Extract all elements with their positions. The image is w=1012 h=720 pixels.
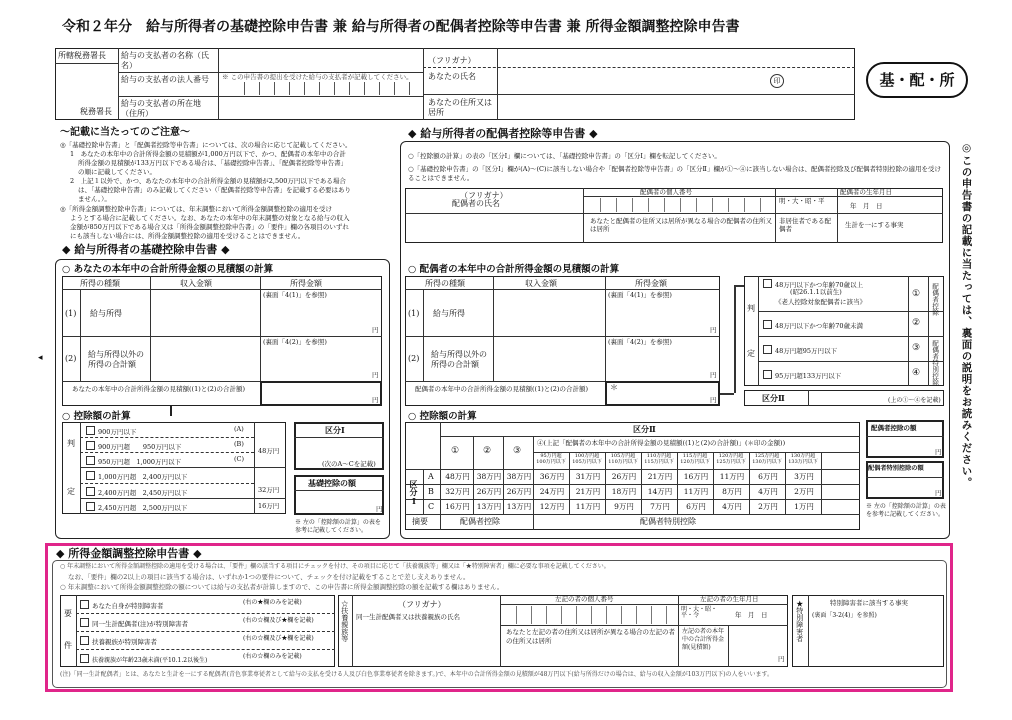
spouse-option-2-no: ② <box>912 318 921 328</box>
spouse-deduction-cell: 13万円 <box>476 502 502 511</box>
spouse-deduction-cell: 21万円 <box>647 472 673 481</box>
basic-col-type: 所得の種類 <box>80 279 120 288</box>
payer-number-boxes[interactable] <box>230 82 420 95</box>
adjust-footnote: (注)「同一生計配偶者」とは、あなたと生計を一にする配偶者(青色事業専従者として給与の支払を受ける人及び白色事業専従者を除きます。)で、本年中の合計所得金額の見積額が48万円以下(給与所得だけの場合は、給与の収入金額が103万円以下)の人をいいます。 <box>60 671 774 678</box>
spouse-furigana: （フリガナ） <box>460 191 508 200</box>
basic-row-4[interactable]: 2,400万円超 2,450万円以下 <box>86 487 187 497</box>
spouse-deduction-cell: 7万円 <box>650 502 670 511</box>
basic-col-income: 収入金額 <box>180 279 212 288</box>
basic-heading: ◆ 給与所得者の基礎控除申告書 ◆ <box>62 243 230 256</box>
spouse-row1-income-field[interactable] <box>494 290 604 335</box>
spouse-deduction-cell: 13万円 <box>506 502 532 511</box>
spouse-deduction-cell: 38万円 <box>476 472 502 481</box>
your-name-label: あなたの氏名 <box>428 72 476 81</box>
spouse-col-income: 収入金額 <box>525 279 557 288</box>
adjust-income-label: 左記の者の本年中の合計所得金額(見積額) <box>682 628 725 651</box>
spouse-total-label: 配偶者の本年中の合計所得金額の見積額((1)と(2)の合計額) <box>415 385 588 393</box>
adjust-req-row-0[interactable]: あなた自身が特別障害者 <box>80 600 164 610</box>
payer-number-note: ※ この申告書の提出を受けた給与の支払者が記載してください。 <box>222 73 413 81</box>
note-line: の順に記載してください。 <box>78 168 156 176</box>
yen-mark: 円 <box>935 489 942 497</box>
spouse-range-label: 125万円超 130万円以下 <box>752 453 782 465</box>
spouse-same-living: 生計を一にする事実 <box>845 221 904 229</box>
basic-row-1-mark: (B) <box>234 440 244 448</box>
spouse-number-boxes[interactable] <box>585 198 773 212</box>
spouse-summary-left: 配偶者控除 <box>460 517 500 526</box>
spouse-deduction-cell: 26万円 <box>506 487 532 496</box>
left-marker-icon: ◂ <box>38 353 43 363</box>
yen-mark: 円 <box>710 396 717 404</box>
side-notice: ◎この申告書の記載に当たっては、裏面の説明をお読みください。 <box>960 142 973 489</box>
basic-deduction-16: 16万円 <box>258 502 280 510</box>
basic-row1-amount-field[interactable] <box>261 300 381 335</box>
adjust-ymd: 年 月 日 <box>735 611 768 619</box>
spouse-deduction-cell: 14万円 <box>647 487 673 496</box>
spouse-deduction-cell: 21万円 <box>575 487 601 496</box>
spouse-range-label: 120万円超 125万円以下 <box>716 453 746 465</box>
spouse-option-1[interactable]: 48万円以下かつ年齢70歳以上 <box>763 279 863 289</box>
spouse-row2-amount-field[interactable] <box>606 347 719 380</box>
spouse-deduction-cell: 36万円 <box>539 472 565 481</box>
note-line: にも該当しない場合には、所得金額調整控除の適用を受けることはできません。 <box>70 232 305 240</box>
seal-mark: 印 <box>770 74 784 88</box>
spouse-row-key: A <box>428 472 434 481</box>
spouse-deduction-cell: 11万円 <box>719 472 745 481</box>
spouse-range-label: 115万円超 120万円以下 <box>680 453 710 465</box>
spouse-deduction-cell: 48万円 <box>445 472 470 481</box>
spouse-sub2: ○ 控除額の計算 <box>408 411 477 422</box>
flow-arrow <box>170 406 172 416</box>
spouse-summary-right: 配偶者特別控除 <box>640 517 696 526</box>
spouse-note1: ○「控除額の計算」の表の「区分Ⅰ」欄については、「基礎控除申告書」の「区分Ⅰ」欄を転記してください。 <box>408 152 721 160</box>
spouse-option-1-sub2: 《老人控除対象配偶者に該当》 <box>775 298 866 306</box>
spouse-address-label: あなたと配偶者の住所又は居所が異なる場合の配偶者の住所又は居所 <box>590 217 772 234</box>
spouse-option-1-sub: (昭26.1.1以前生) <box>790 288 842 296</box>
basic-sub2: ○ 控除額の計算 <box>62 411 131 422</box>
basic-row1-label: 給与所得 <box>90 309 122 318</box>
yen-mark: 円 <box>376 505 383 513</box>
spouse-nonresident-label: 非居住者である配偶者 <box>779 217 831 234</box>
your-name-field[interactable] <box>498 68 854 93</box>
spouse-col-amount: 所得金額 <box>635 279 667 288</box>
kubun2-note: (上の①～④を記載) <box>888 397 941 404</box>
note-line: 所得金額の見積額が133万円以下である場合は、「基礎控除申告書」、「配偶者控除等申告書」 <box>78 159 348 167</box>
adjust-name-label: 同一生計配偶者又は扶養親族の氏名 <box>356 613 460 621</box>
adjust-number-label: 左記の者の個人番号 <box>555 595 614 603</box>
yen-mark: 円 <box>778 655 785 663</box>
spouse-col-4: ④(上記「配偶者の本年中の合計所得金額の見積額((1)と(2)の合計額)」(＊印の金額)) <box>537 439 786 447</box>
spouse-deduction-side: 配偶者控除 <box>931 283 940 316</box>
spouse-option-4-no: ④ <box>912 368 921 378</box>
spouse-deduction-cell: 38万円 <box>506 472 532 481</box>
spouse-deduction-amount-label: 配偶者控除の額 <box>871 424 917 432</box>
basic-deduction-table <box>62 422 286 514</box>
basic-row-1[interactable]: 900万円超 950万円以下 <box>86 441 181 451</box>
spouse-deduction-cell: 2万円 <box>758 502 778 511</box>
spouse-deduction-cell: 16万円 <box>683 472 709 481</box>
spouse-col-1: ① <box>451 446 460 456</box>
basic-row1-no: (1) <box>65 309 77 318</box>
adjust-note3: ○ 年末調整において所得金額調整控除の額については給与の支払者が計算しますので、この申告書に所得金額調整控除の額を記載する欄はありません。 <box>60 583 504 591</box>
form-title: 令和２年分 給与所得者の基礎控除申告書 兼 給与所得者の配偶者控除等申告書 兼 所得金額調整控除申告書 <box>62 19 740 35</box>
spouse-deduction-cell: 4万円 <box>722 502 742 511</box>
adjust-req-row-1[interactable]: 同一生計配偶者(注)が特別障害者 <box>80 618 188 628</box>
spouse-option-1-no: ① <box>912 289 921 299</box>
basic-total-label: あなたの本年中の合計所得金額の見積額((1)と(2)の合計額) <box>72 385 245 393</box>
payer-name-label: 給与の支払者の名称（氏名） <box>121 51 209 70</box>
spouse-deduction-cell: 4万円 <box>758 487 778 496</box>
spouse-option-4[interactable]: 95万円超133万円以下 <box>763 370 841 380</box>
spouse-deduction-cell: 8万円 <box>722 487 742 496</box>
basic-total-field[interactable] <box>260 381 382 406</box>
note-line: ◎「所得金額調整控除申告書」については、年末調整において所得金額調整控除の適用を受け <box>60 205 333 213</box>
yen-mark: 円 <box>935 448 942 456</box>
note-line: ません。）。 <box>78 195 111 203</box>
adjust-special-field[interactable] <box>809 622 943 666</box>
kubun2-label: 区分Ⅱ <box>762 393 785 403</box>
payer-address-field[interactable] <box>219 97 422 119</box>
note-line: ようとする場合に記載してください。なお、あなたの本年中の年末調整の対象となる給与の収入 <box>70 214 350 222</box>
basic-sub1: ○ あなたの本年中の合計所得金額の見積額の計算 <box>62 264 274 275</box>
spouse-deduction-cell: 18万円 <box>611 487 637 496</box>
spouse-heading: ◆ 給与所得者の配偶者控除等申告書 ◆ <box>408 127 598 140</box>
spouse-deduction-cell: 2万円 <box>794 487 814 496</box>
note-line: 金額が850万円以下である場合又は「所得金額調整控除申告書」の「要件」欄の各項目のいずれ <box>70 223 349 231</box>
kubun1-label: 区分Ⅰ <box>325 425 345 435</box>
adjust-special-ref: (裏面「3-2(4)」を参照) <box>812 612 877 619</box>
spouse-deduction-cell: 31万円 <box>575 472 601 481</box>
spouse-deduction-cell: 24万円 <box>539 487 565 496</box>
adjust-special-label: ★特別障害者 <box>795 600 804 642</box>
spouse-range-label: 130万円超 133万円以下 <box>788 453 818 465</box>
adjust-addr-label: あなたと左記の者の住所又は居所が異なる場合の左記の者の住所又は居所 <box>506 628 675 645</box>
spouse-range-label: 105万円超 110万円以下 <box>608 453 638 465</box>
payer-number-label: 給与の支払者の法人番号 <box>121 75 209 84</box>
adjust-birth-label: 左記の者の生年月日 <box>700 595 759 603</box>
spouse-range-label: 110万円超 115万円以下 <box>644 453 674 465</box>
adjust-number-boxes[interactable] <box>502 606 677 624</box>
adjust-heading: ◆ 所得金額調整控除申告書 ◆ <box>56 547 202 560</box>
tax-office-suffix: 税務署長 <box>80 107 112 116</box>
spouse-deduction-cell: 9万円 <box>614 502 634 511</box>
basic-row-0[interactable]: 900万円以下 <box>86 426 136 436</box>
adjust-req-row-3[interactable]: 扶養親族が年齢23歳未満(平10.1.2以後生) <box>80 654 207 664</box>
basic-bottom-note: ※ 左の「控除額の計算」の表を参考に記載してください。 <box>295 519 381 534</box>
note-line: は、「基礎控除申告書」のみ記載してください（「配偶者控除等申告書」を記載する必要はあり <box>78 186 351 194</box>
header-furigana-label: （フリガナ） <box>428 56 476 65</box>
basic-row2-no: (2) <box>65 354 77 363</box>
spouse-special-amount-label: 配偶者特別控除の額 <box>868 465 924 472</box>
spouse-deduction-cell: 1万円 <box>794 502 814 511</box>
spouse-range-label: 95万円超 100万円以下 <box>536 453 566 465</box>
spouse-deduction-cell: 32万円 <box>445 487 470 496</box>
spouse-option-3[interactable]: 48万円超95万円以下 <box>763 345 837 355</box>
spouse-sub1: ○ 配偶者の本年中の合計所得金額の見積額の計算 <box>408 264 620 275</box>
your-address-label: あなたの住所又は居所 <box>428 98 492 118</box>
basic-row-2-mark: (C) <box>234 455 245 463</box>
spouse-row1-no: (1) <box>408 309 420 318</box>
spouse-row2-ref: (裏面「4(2)」を参照) <box>608 338 672 346</box>
spouse-col-2: ② <box>483 446 492 456</box>
spouse-summary-label: 摘要 <box>412 517 428 526</box>
note-line: 1 あなたの本年中の合計所得金額の見積額が1,000万円以下で、かつ、配偶者の本年中の合計 <box>70 150 346 158</box>
spouse-ymd: 年 月 日 <box>850 202 883 210</box>
spouse-col-type: 所得の種類 <box>425 279 465 288</box>
basic-row1-ref: (裏面「4(1)」を参照) <box>263 291 327 299</box>
spouse-deduction-cell: 16万円 <box>445 502 470 511</box>
basic-row-3[interactable]: 1,000万円超 2,400万円以下 <box>86 471 187 481</box>
spouse-deduction-cell: 26万円 <box>476 487 502 496</box>
spouse-row1-amount-field[interactable] <box>606 300 719 335</box>
adjust-req-row-2-right: (右の☆欄及び★欄を記載) <box>243 635 314 642</box>
yen-mark: 円 <box>372 396 379 404</box>
adjust-note1: ○ 年末調整において所得金額調整控除の適用を受ける場合は、「要件」欄の該当する項目にチェックを付け、その項目に応じて「扶養親族等」欄又は「★特別障害者」欄に必要な事項を記載してください。 <box>60 563 610 570</box>
yen-mark: 円 <box>710 326 717 334</box>
basic-row2-amount-field[interactable] <box>261 347 381 380</box>
spouse-range-label: 100万円超 105万円以下 <box>572 453 602 465</box>
spouse-row-key: B <box>428 487 434 496</box>
basic-deduction-32: 32万円 <box>258 486 280 494</box>
tax-office-head-label: 所轄税務署長 <box>58 51 106 60</box>
notes-heading: ～記載に当たってのご注意～ <box>60 127 190 138</box>
spouse-row1-label: 給与所得 <box>433 309 465 318</box>
kubun1-note: (次のA～Cを記載) <box>322 460 376 468</box>
your-address-field[interactable] <box>498 95 854 119</box>
basic-col-amount: 所得金額 <box>290 279 322 288</box>
spouse-judge-2: 定 <box>747 349 755 358</box>
adjust-req-row-3-right: (右の☆欄のみを記載) <box>243 653 302 660</box>
note-line: 2 上記１以外で、かつ、あなたの本年中の合計所得金額の見積額が2,500万円以下である場合 <box>70 177 346 185</box>
spouse-deduction-cell: 26万円 <box>611 472 637 481</box>
spouse-era: 明・大・昭・平 <box>779 197 825 205</box>
adjust-furigana: （フリガナ） <box>398 600 446 609</box>
spouse-note2: ○「基礎控除申告書」の「区分Ⅰ」欄が(A)～(C)に該当しない場合や「配偶者控除等申告書」の「区分Ⅱ」欄が①～④に該当しない場合は、配偶者控除及び配偶者特別控除の適用を受けることはできません。 <box>408 165 941 182</box>
spouse-deduction-rows <box>423 469 860 514</box>
basic-judge-1: 判 <box>67 439 75 448</box>
spouse-range-header <box>533 453 860 469</box>
spouse-name-label: 配偶者の氏名 <box>452 199 500 208</box>
spouse-kubun1-label: 区分Ⅰ <box>409 480 419 506</box>
adjust-req-row-2[interactable]: 扶養親族が特別障害者 <box>80 636 157 646</box>
adjust-req-row-0-right: (右の★欄のみを記載) <box>243 599 302 606</box>
payer-address-label: 給与の支払者の所在地（住所） <box>121 99 201 118</box>
basic-judge-2: 定 <box>67 487 75 496</box>
spouse-deduction-cell: 11万円 <box>575 502 601 511</box>
payer-name-field[interactable] <box>219 49 422 71</box>
adjust-req-2: 件 <box>64 641 72 650</box>
basic-row-0-mark: (A) <box>234 425 244 433</box>
spouse-col-3: ③ <box>513 446 522 456</box>
basic-row2-label: 給与所得以外の所得の合計額 <box>88 350 144 370</box>
basic-row-5[interactable]: 2,450万円超 2,500万円以下 <box>86 502 187 512</box>
spouse-row-key: C <box>428 502 435 511</box>
adjust-req-1: 要 <box>64 609 72 618</box>
note-line: ◎「基礎控除申告書」と「配偶者控除等申告書」については、次の場合に応じて記載してください。 <box>60 141 352 149</box>
spouse-row2-no: (2) <box>408 354 420 363</box>
basic-amount-label: 基礎控除の額 <box>308 478 356 488</box>
spouse-row2-label: 給与所得以外の所得の合計額 <box>431 350 487 370</box>
spouse-deduction-cell: 12万円 <box>539 502 565 511</box>
spouse-option-2[interactable]: 48万円以下かつ年齢70歳未満 <box>763 320 863 330</box>
spouse-number-label: 配偶者の個人番号 <box>640 188 692 196</box>
adjust-star-label: ☆扶養親族等 <box>340 600 349 642</box>
spouse-special-side: 配偶者特別控除 <box>931 340 940 386</box>
spouse-judge-1: 判 <box>747 304 755 313</box>
adjust-name-field[interactable] <box>353 625 499 666</box>
spouse-total-field[interactable] <box>605 381 720 406</box>
adjust-special-fact: 特別障害者に該当する事実 <box>830 599 908 607</box>
adjust-note2: なお、「要件」欄の2以上の項目に該当する場合は、いずれか1つの要件について、チェックを付け記載をすることで差し支えありません。 <box>68 573 470 581</box>
spouse-deduction-cell: 3万円 <box>794 472 814 481</box>
basic-deduction-48: 48万円 <box>258 447 280 455</box>
spouse-right-note: ※ 左の「控除額の計算」の表を参考に記載してください。 <box>866 503 946 518</box>
spouse-deduction-cell: 6万円 <box>686 502 706 511</box>
basic-row-2[interactable]: 950万円超 1,000万円以下 <box>86 456 181 466</box>
form-stamp <box>866 62 968 98</box>
spouse-row1-ref: (裏面「4(1)」を参照) <box>608 291 672 299</box>
spouse-option-3-no: ③ <box>912 343 921 353</box>
spouse-birth-label: 配偶者の生年月日 <box>840 188 892 196</box>
stamp-text: 基・配・所 <box>879 71 955 89</box>
yen-mark: 円 <box>372 326 379 334</box>
adjust-era: 明・大・昭・平・令 <box>681 606 718 619</box>
spouse-table-kubun2: 区分Ⅱ <box>633 424 656 434</box>
spouse-deduction-cell: 11万円 <box>683 487 709 496</box>
basic-row1-income-field[interactable] <box>151 290 259 335</box>
adjust-req-row-1-right: (右の☆欄及び★欄を記載) <box>243 617 314 624</box>
yen-mark: 円 <box>372 371 379 379</box>
spouse-name-field[interactable] <box>406 214 582 242</box>
basic-row2-ref: (裏面「4(2)」を参照) <box>263 338 327 346</box>
spouse-total-star: ＊ <box>610 383 618 392</box>
yen-mark: 円 <box>710 371 717 379</box>
spouse-deduction-cell: 6万円 <box>758 472 778 481</box>
